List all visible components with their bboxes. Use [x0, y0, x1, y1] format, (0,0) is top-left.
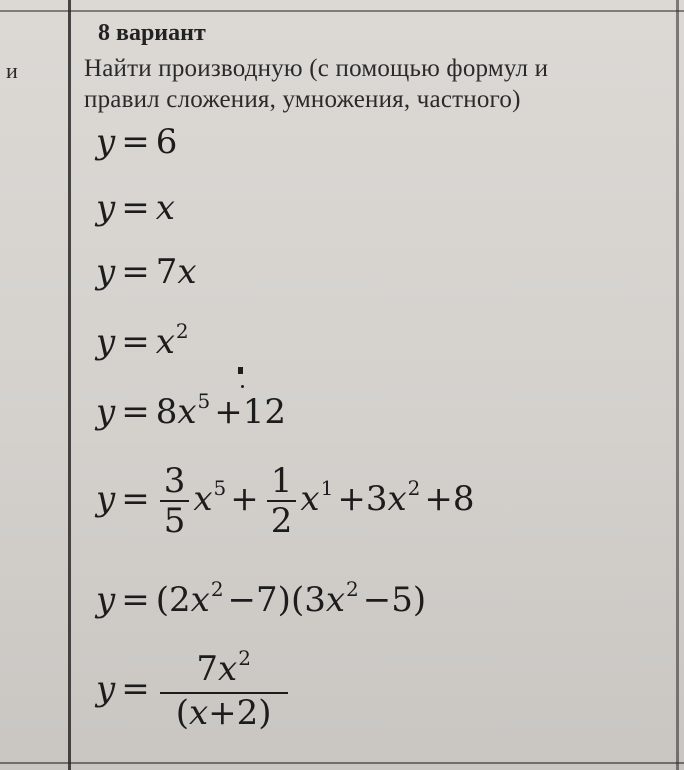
numerator-coef: 7: [196, 649, 218, 689]
fraction-denominator: 2: [270, 501, 293, 541]
formula-lhs: y: [96, 252, 116, 292]
numerator-exponent: 2: [238, 646, 251, 670]
formula-var: x: [190, 580, 210, 620]
formula-equals: =: [121, 669, 150, 709]
denominator-open: (: [175, 693, 189, 733]
formula-lhs: y: [96, 479, 116, 519]
task-line-2: правил сложения, умножения, частного): [84, 86, 521, 113]
formula-plus: +: [230, 479, 259, 519]
fraction-1: [160, 462, 190, 540]
formula-equals: =: [121, 479, 150, 519]
formula-7: [96, 577, 427, 620]
formula-exponent: 2: [407, 476, 421, 500]
formula-equals: =: [121, 252, 150, 292]
formula-lhs: y: [96, 392, 116, 432]
formula-exponent: 5: [213, 476, 227, 500]
formula-var: x: [177, 392, 197, 432]
formula-equals: =: [121, 322, 150, 362]
fraction-numerator: 1: [267, 462, 297, 502]
fraction-numerator: [160, 646, 288, 694]
formula-exponent: 2: [210, 577, 224, 601]
formula-term: +3: [337, 479, 388, 519]
table-right-border: [676, 0, 679, 770]
numerator-var: x: [218, 649, 238, 689]
table-column-divider: [68, 0, 71, 770]
formula-8: [96, 646, 292, 733]
formula-exponent: 1: [320, 476, 334, 500]
formula-2: [96, 188, 175, 228]
fraction-denominator: 5: [163, 501, 186, 541]
left-cell-fragment: и: [6, 58, 18, 83]
formula-5: [96, 389, 287, 432]
table-bottom-border: [0, 762, 684, 764]
ink-dot: [241, 385, 244, 388]
formula-var: x: [325, 580, 346, 620]
formula-lhs: y: [96, 669, 116, 709]
formula-paren-close: −5): [362, 580, 427, 620]
variant-title: 8 вариант: [98, 20, 206, 46]
formula-rhs: x: [155, 188, 175, 228]
formula-4: [96, 319, 189, 362]
formula-6: [96, 462, 475, 540]
formula-paren-open: (3: [290, 580, 326, 620]
formula-coef: 8: [155, 392, 178, 432]
formula-3: [96, 252, 197, 292]
denominator-close: +2): [208, 693, 272, 733]
formula-paren-close: −7): [227, 580, 291, 620]
ink-mark: [238, 367, 243, 374]
fraction-2: [267, 462, 297, 540]
formula-equals: =: [121, 188, 150, 228]
formula-var: x: [177, 252, 197, 292]
formula-paren-open: (2: [155, 580, 191, 620]
fraction-quotient: [160, 646, 288, 733]
formula-lhs: y: [96, 188, 116, 228]
formula-exponent: 5: [197, 389, 211, 413]
formula-lhs: y: [96, 122, 116, 162]
formula-exponent: 2: [175, 319, 189, 343]
formula-equals: =: [121, 580, 150, 620]
formula-var: x: [193, 479, 213, 519]
task-instructions: [84, 53, 664, 115]
formula-var: x: [155, 322, 175, 362]
fraction-numerator: 3: [160, 462, 190, 502]
formula-var: x: [387, 479, 407, 519]
formula-tail: +12: [214, 392, 287, 432]
formula-coef: 7: [155, 252, 178, 292]
table-top-border: [0, 10, 684, 12]
formula-var: x: [300, 479, 320, 519]
fraction-denominator: [160, 694, 288, 732]
formula-equals: =: [121, 392, 150, 432]
formula-rhs: 6: [155, 122, 178, 162]
task-line-1: Найти производную (с помощью формул и: [84, 55, 549, 82]
formula-tail: +8: [424, 479, 475, 519]
denominator-var: x: [188, 693, 209, 733]
formula-lhs: y: [96, 580, 116, 620]
formula-1: [96, 122, 177, 162]
formula-equals: =: [121, 122, 150, 162]
formula-exponent: 2: [346, 577, 359, 601]
formula-lhs: y: [96, 322, 116, 362]
